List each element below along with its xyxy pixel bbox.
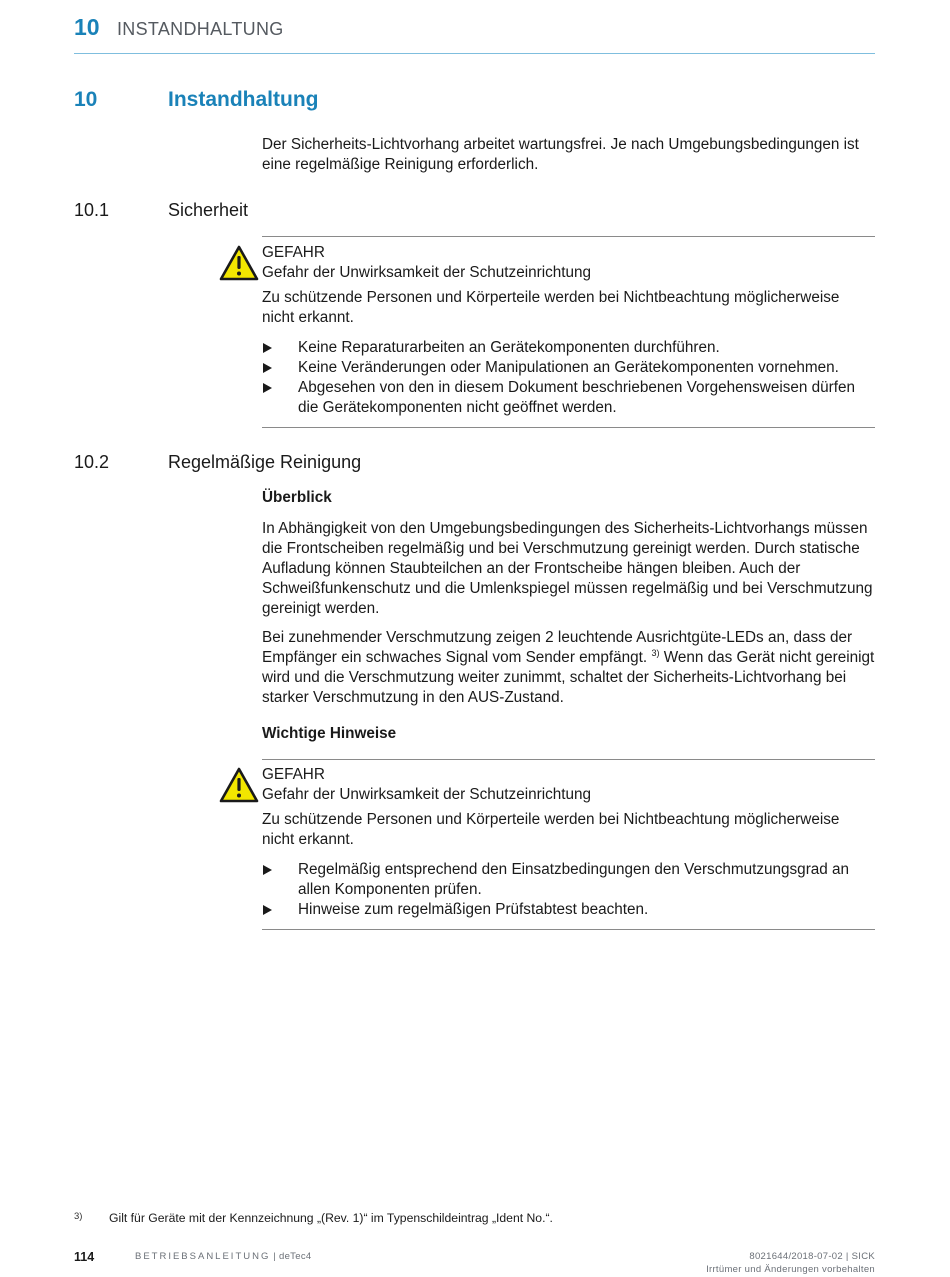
- overview-text: [262, 519, 875, 717]
- intro-paragraph: Der Sicherheits-Lichtvorhang arbeitet wartungsfrei. Je nach Umgebungsbedingungen ist eine regelmäßige Reinigung erforderlich.: [262, 136, 859, 173]
- warning-subtitle: Gefahr der Unwirksamkeit der Schutzeinrichtung: [262, 264, 592, 281]
- warning-bottom-rule: [262, 427, 875, 428]
- footnote-reference: 3): [651, 647, 660, 658]
- list-item: Abgesehen von den in diesem Dokument beschriebenen Vorgehensweisen dürfen die Gerätekomponenten nicht geöffnet werden.: [262, 378, 875, 418]
- doc-type: BETRIEBSANLEITUNG: [135, 1251, 271, 1262]
- paragraph: In Abhängigkeit von den Umgebungsbedingungen des Sicherheits-Lichtvorhangs müssen die Frontscheiben regelmäßig und bei Verschmutzung gereinigt werden. Durch statische Aufladung können Staubteilchen an der Frontscheibe hängen bleiben. Auch der Schweißfunkenschutz und die Umlenkspiegel müssen regelmäßig und bei Verschmutzung gereinigt werden.: [262, 520, 873, 617]
- list-item: Keine Reparaturarbeiten an Gerätekomponenten durchführen.: [262, 338, 875, 358]
- chapter-intro: [262, 135, 875, 184]
- product-name: deTec4: [279, 1251, 312, 1262]
- warning-subtitle: Gefahr der Unwirksamkeit der Schutzeinrichtung: [262, 786, 592, 803]
- running-header-chapter-number: 10: [74, 14, 100, 40]
- footer-document-type: [135, 1251, 311, 1262]
- chapter-title: Instandhaltung: [168, 88, 319, 111]
- list-item: Keine Veränderungen oder Manipulationen an Gerätekomponenten vornehmen.: [262, 358, 875, 378]
- list-item: Hinweise zum regelmäßigen Prüfstabtest beachten.: [262, 900, 875, 920]
- overview-heading: Überblick: [262, 489, 332, 506]
- warning-triangle-icon: [219, 767, 259, 803]
- section-number-10-1: 10.1: [74, 200, 110, 220]
- warning-action-list: [262, 338, 875, 418]
- section-title-safety: Sicherheit: [168, 200, 249, 220]
- important-notes-heading: Wichtige Hinweise: [262, 725, 397, 742]
- list-item: Regelmäßig entsprechend den Einsatzbedingungen den Verschmutzungsgrad an allen Komponenten prüfen.: [262, 860, 875, 900]
- warning-title: GEFAHR: [262, 766, 325, 783]
- running-header-chapter-title: INSTANDHALTUNG: [117, 19, 284, 39]
- footnote-mark: 3): [74, 1211, 83, 1222]
- footnote-text: Gilt für Geräte mit der Kennzeichnung „(Rev. 1)“ im Typenschildeintrag „Ident No.“.: [109, 1211, 553, 1225]
- header-divider: [74, 53, 875, 54]
- warning-triangle-icon: [219, 245, 259, 281]
- footer-separator: |: [270, 1251, 280, 1262]
- section-title-cleaning: Regelmäßige Reinigung: [168, 452, 362, 472]
- warning-title: GEFAHR: [262, 244, 325, 261]
- warning-top-rule: [262, 236, 875, 237]
- warning-body: Zu schützende Personen und Körperteile werden bei Nichtbeachtung möglicherweise nicht erkannt.: [262, 289, 840, 326]
- disclaimer: Irrtümer und Änderungen vorbehalten: [706, 1264, 875, 1275]
- warning-action-list: [262, 860, 875, 920]
- section-number-10-2: 10.2: [74, 452, 110, 472]
- paragraph-part: Wenn das Gerät nicht gereinigt wird und die Verschmutzung weiter zunimmt, schaltet der Sicherheits-Lichtvorhang bei starker Verschmutzung in den AUS-Zustand.: [262, 649, 875, 706]
- page-number: 114: [74, 1250, 95, 1264]
- paragraph-part: Bei zunehmender Verschmutzung zeigen 2 leuchtende Ausrichtgüte-LEDs an, dass der Empfänger ein schwaches Signal vom Sender empfängt.: [262, 629, 853, 666]
- warning-bottom-rule: [262, 929, 875, 930]
- document-id: 8021644/2018-07-02 | SICK: [749, 1251, 875, 1262]
- chapter-number: 10: [74, 88, 98, 111]
- warning-body: Zu schützende Personen und Körperteile werden bei Nichtbeachtung möglicherweise nicht erkannt.: [262, 811, 840, 848]
- footer-right: [706, 1250, 875, 1276]
- warning-top-rule: [262, 759, 875, 760]
- paragraph: [262, 628, 875, 708]
